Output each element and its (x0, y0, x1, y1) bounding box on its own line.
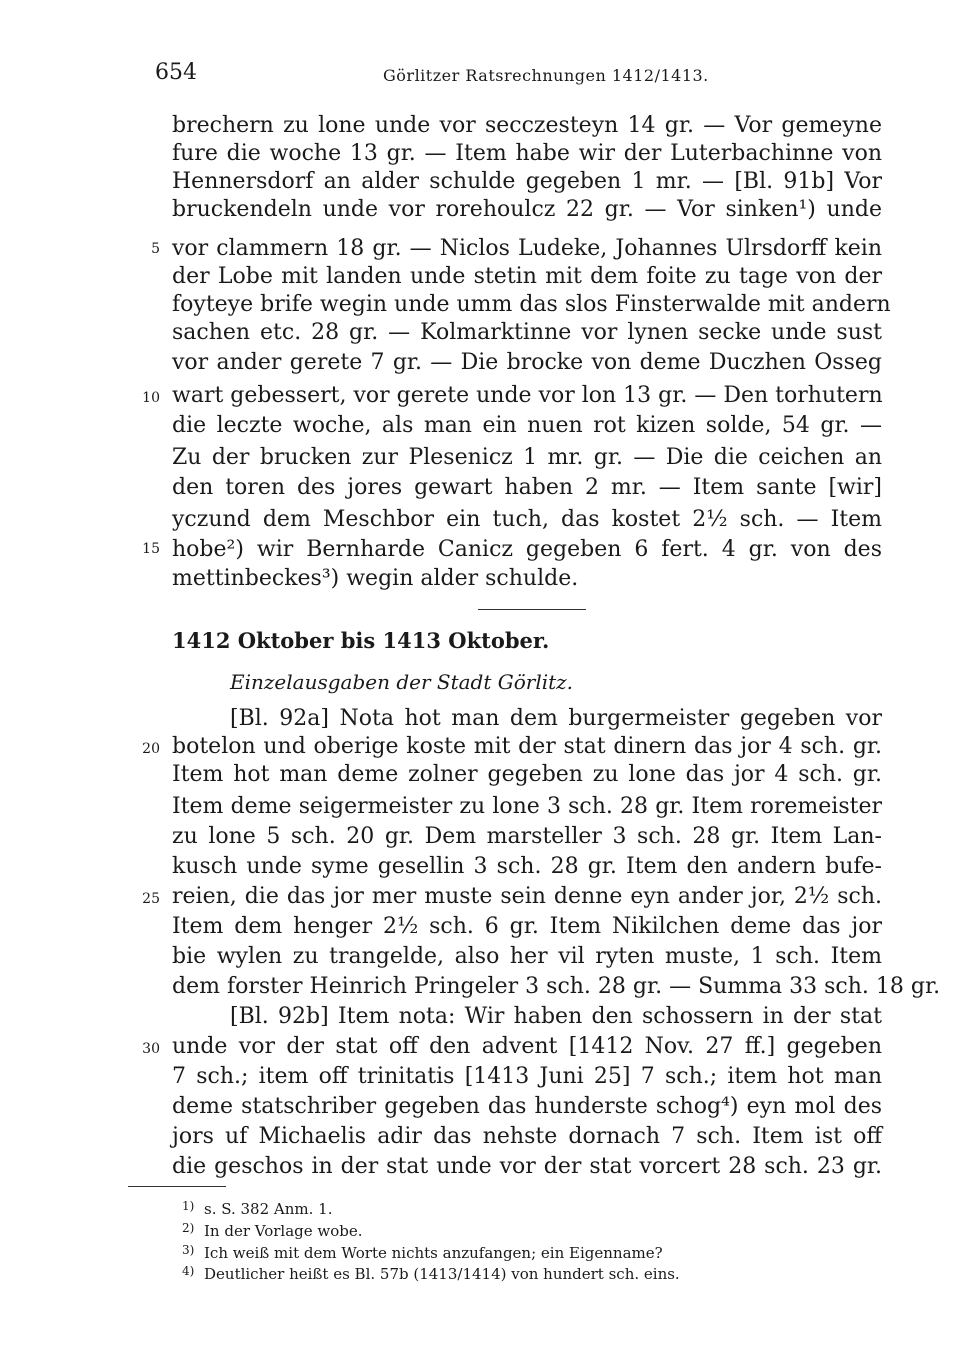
text-line: der Lobe mit landen unde stetin mit dem foite zu tage von der (172, 264, 882, 289)
text-line: dem forster Heinrich Pringeler 3 sch. 28 gr. — Summa 33 sch. 18 gr. (172, 974, 941, 999)
text-line: Item hot man deme zolner gegeben zu lone das jor 4 sch. gr. (172, 762, 882, 787)
footnote (182, 1219, 363, 1240)
page-number: 654 (155, 60, 197, 85)
section-subheading: Einzelausgaben der Stadt Görlitz. (230, 670, 574, 694)
text-line: Item dem henger 2½ sch. 6 gr. Item Nikilchen deme das jor (172, 914, 882, 939)
footnote (182, 1262, 680, 1283)
section-heading: 1412 Oktober bis 1413 Oktober. (172, 628, 550, 653)
text-line: [Bl. 92a] Nota hot man dem burgermeister gegeben vor (230, 706, 882, 731)
text-line: mettinbeckes³) wegin alder schulde. (172, 566, 579, 591)
footnote (182, 1197, 332, 1218)
text-line: 7 sch.; item off trinitatis [1413 Juni 25] 7 sch.; item hot man (172, 1064, 882, 1089)
footnote-mark: 2) (182, 1221, 195, 1235)
footnote-mark: 1) (182, 1199, 195, 1213)
text-line: jors uf Michaelis adir das nehste dornach 7 sch. Item ist off (172, 1124, 882, 1149)
line-number: 20 (142, 741, 160, 757)
text-line: wart gebessert, vor gerete unde vor lon 13 gr. — Den torhutern (172, 383, 883, 408)
text-line: brechern zu lone unde vor secczesteyn 14 gr. — Vor gemeyne (172, 113, 882, 138)
text-line: hobe²) wir Bernharde Canicz gegeben 6 fert. 4 gr. von des (172, 537, 882, 562)
text-line: den toren des jores gewart haben 2 mr. — Item sante [wir] (172, 475, 882, 500)
text-line: Zu der brucken zur Plesenicz 1 mr. gr. — Die die ceichen an (172, 445, 882, 470)
line-number: 5 (151, 241, 160, 257)
text-line: foyteye brife wegin unde umm das slos Finsterwalde mit andern (172, 292, 891, 317)
footnote (182, 1241, 663, 1262)
text-line: die geschos in der stat unde vor der stat vorcert 28 sch. 23 gr. (172, 1154, 882, 1179)
text-line: unde vor der stat off den advent [1412 Nov. 27 ff.] gegeben (172, 1034, 882, 1059)
text-line: yczund dem Meschbor ein tuch, das kostet 2½ sch. — Item (172, 507, 882, 532)
line-number: 15 (142, 541, 160, 557)
text-line: bruckendeln unde vor rorehoulcz 22 gr. — Vor sinken¹) unde (172, 197, 882, 222)
footnote-text: Ich weiß mit dem Worte nichts anzufangen; ein Eigenname? (204, 1244, 663, 1262)
text-line: kusch unde syme gesellin 3 sch. 28 gr. Item den andern bufe- (172, 854, 882, 879)
text-line: [Bl. 92b] Item nota: Wir haben den schossern in der stat (230, 1004, 882, 1029)
line-number: 30 (142, 1041, 160, 1057)
text-line: bie wylen zu trangelde, also her vil ryten muste, 1 sch. Item (172, 944, 882, 969)
page-header (155, 60, 875, 90)
line-number: 10 (142, 390, 160, 406)
text-line: fure die woche 13 gr. — Item habe wir der Luterbachinne von (172, 141, 882, 166)
line-number: 25 (142, 891, 160, 907)
footnote-divider (128, 1186, 226, 1187)
text-line: Item deme seigermeister zu lone 3 sch. 28 gr. Item roremeister (172, 794, 882, 819)
text-line: deme statschriber gegeben das hunderste schog⁴) eyn mol des (172, 1094, 882, 1119)
text-line: Hennersdorf an alder schulde gegeben 1 mr. — [Bl. 91b] Vor (172, 169, 882, 194)
footnote-text: s. S. 382 Anm. 1. (204, 1200, 333, 1218)
running-head: Görlitzer Ratsrechnungen 1412/1413. (383, 66, 709, 85)
text-line: sachen etc. 28 gr. — Kolmarktinne vor lynen secke unde sust (172, 320, 882, 345)
text-line: zu lone 5 sch. 20 gr. Dem marsteller 3 sch. 28 gr. Item Lan- (172, 824, 882, 849)
footnote-mark: 3) (182, 1243, 195, 1257)
text-line: die leczte woche, als man ein nuen rot kizen solde, 54 gr. — (172, 413, 882, 438)
footnote-text: In der Vorlage wobe. (204, 1222, 363, 1240)
footnote-text: Deutlicher heißt es Bl. 57b (1413/1414) von hundert sch. eins. (204, 1265, 680, 1283)
text-line: vor clammern 18 gr. — Niclos Ludeke, Johannes Ulrsdorff kein (172, 236, 882, 261)
section-divider (478, 609, 586, 610)
footnote-mark: 4) (182, 1264, 195, 1278)
text-line: reien, die das jor mer muste sein denne eyn ander jor, 2½ sch. (172, 884, 882, 909)
text-line: vor ander gerete 7 gr. — Die brocke von deme Duczhen Osseg (172, 350, 882, 375)
text-line: botelon und oberige koste mit der stat dinern das jor 4 sch. gr. (172, 734, 882, 759)
